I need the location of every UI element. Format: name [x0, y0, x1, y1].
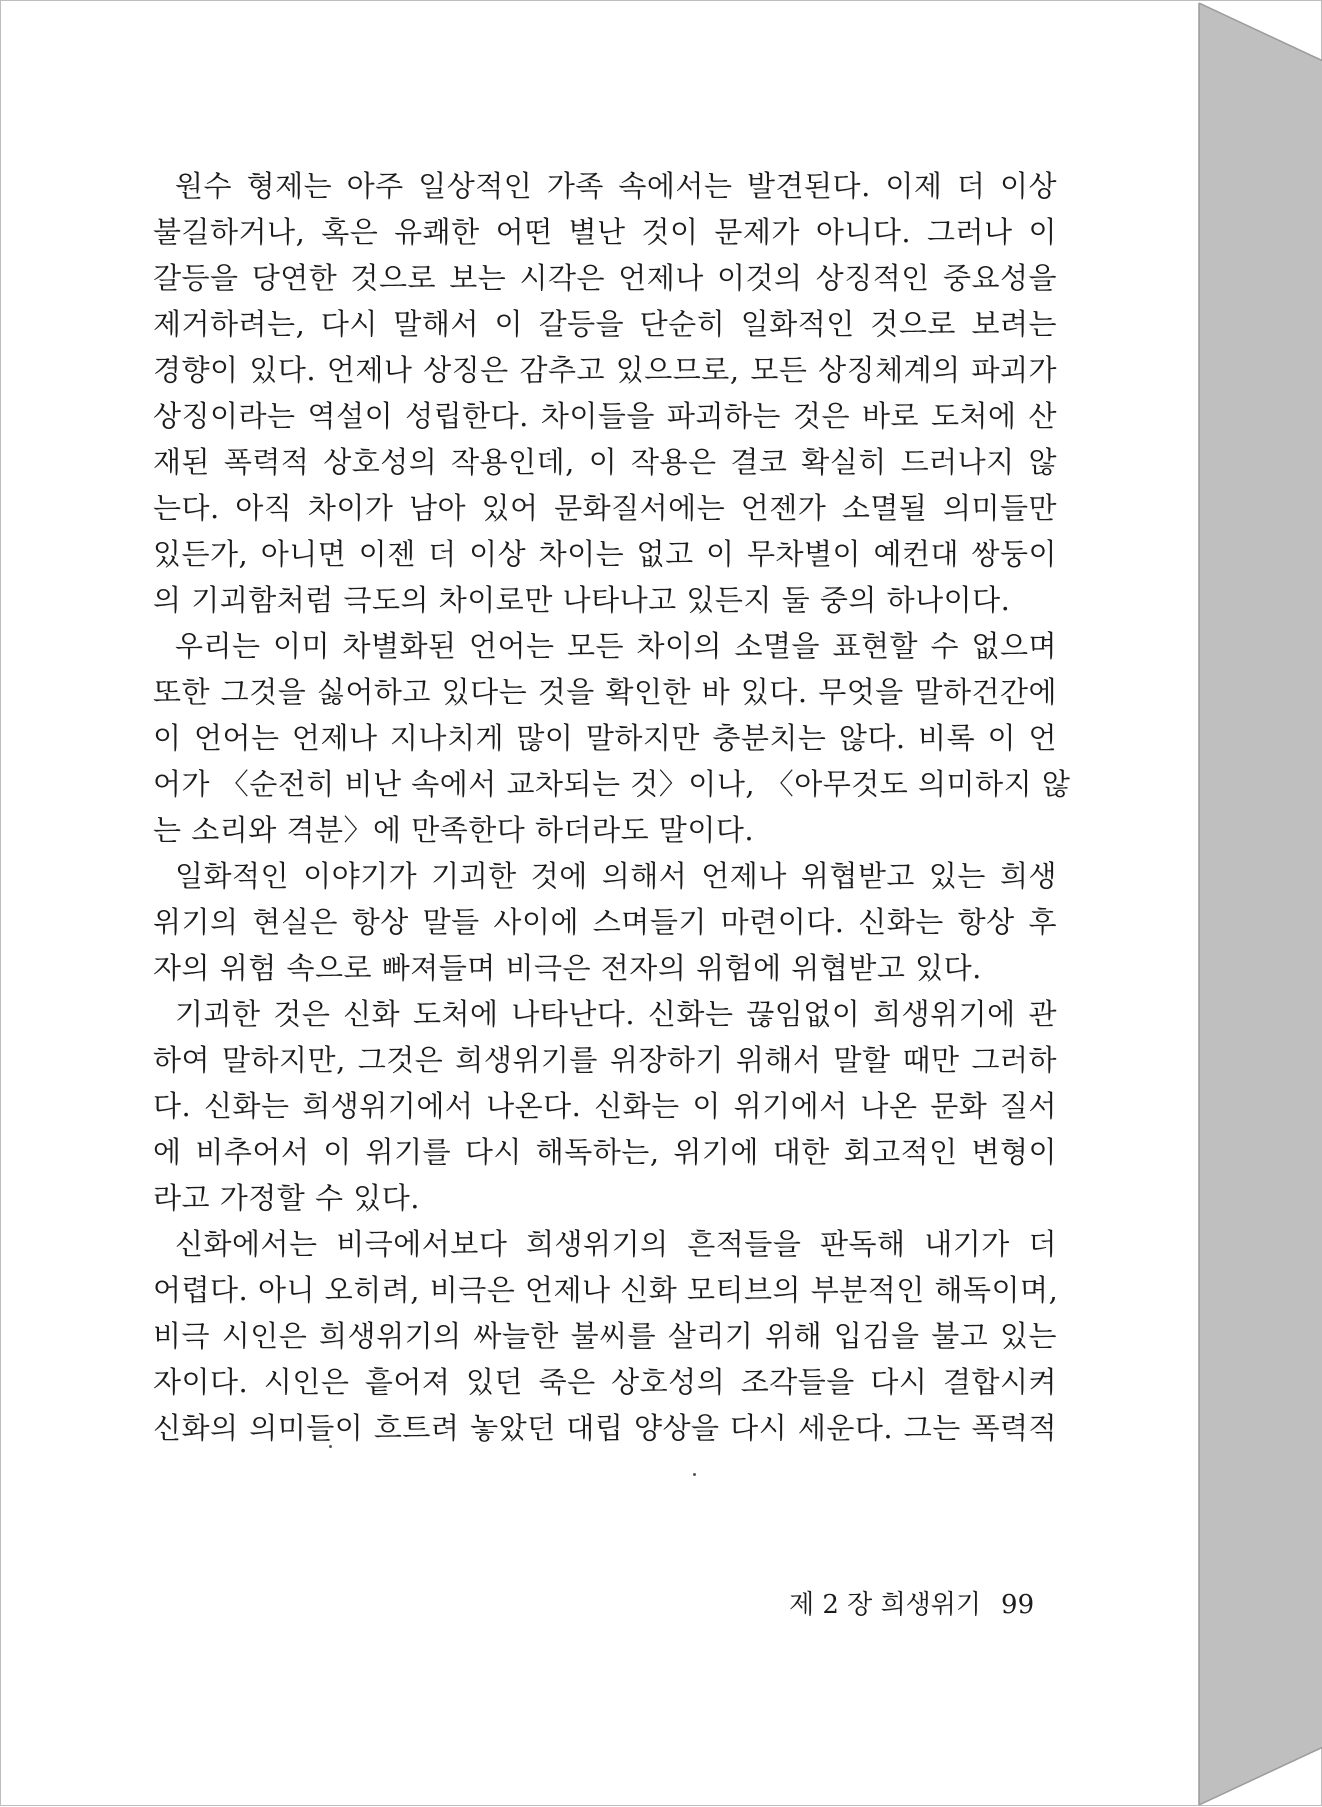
text-line: 또한 그것을 싫어하고 있다는 것을 확인한 바 있다. 무엇을 말하건간에: [153, 675, 1057, 709]
text-line: 에 비추어서 이 위기를 다시 해독하는, 위기에 대한 회고적인 변형이: [153, 1135, 1057, 1169]
running-footer: [789, 1587, 1034, 1623]
text-line: 불길하거나, 혹은 유쾌한 어떤 별난 것이 문제가 아니다. 그러나 이: [153, 215, 1057, 249]
text-line: 우리는 이미 차별화된 언어는 모든 차이의 소멸을 표현할 수 없으며: [175, 629, 1057, 663]
scan-speck: [693, 1473, 696, 1476]
text-line: 재된 폭력적 상호성의 작용인데, 이 작용은 결코 확실히 드러나지 않: [153, 445, 1057, 479]
scan-speck: [329, 1445, 332, 1448]
text-line: 는다. 아직 차이가 남아 있어 문화질서에는 언젠가 소멸될 의미들만: [153, 491, 1057, 525]
text-line: 라고 가정할 수 있다.: [153, 1181, 420, 1215]
book-top-edge: [1199, 3, 1322, 61]
text-line: 는 소리와 격분〉에 만족한다 하더라도 말이다.: [153, 813, 755, 847]
text-line: 어렵다. 아니 오히려, 비극은 언제나 신화 모티브의 부분적인 해독이며,: [153, 1273, 1059, 1307]
text-line: 자이다. 시인은 흩어져 있던 죽은 상호성의 조각들을 다시 결합시켜: [153, 1365, 1057, 1399]
text-line: 일화적인 이야기가 기괴한 것에 의해서 언제나 위협받고 있는 희생: [175, 859, 1057, 893]
text-line: 원수 형제는 아주 일상적인 가족 속에서는 발견된다. 이제 더 이상: [175, 169, 1057, 203]
text-line: 비극 시인은 희생위기의 싸늘한 불씨를 살리기 위해 입김을 불고 있는: [153, 1319, 1057, 1353]
body-text: [153, 163, 1071, 1451]
text-line: 하여 말하지만, 그것은 희생위기를 위장하기 위해서 말할 때만 그러하: [153, 1043, 1057, 1077]
page-number: 99: [1001, 1590, 1035, 1620]
text-line: 기괴한 것은 신화 도처에 나타난다. 신화는 끊임없이 희생위기에 관: [175, 997, 1057, 1031]
text-line: 제거하려는, 다시 말해서 이 갈등을 단순히 일화적인 것으로 보려는: [153, 307, 1057, 341]
text-line: 의 기괴함처럼 극도의 차이로만 나타나고 있든지 둘 중의 하나이다.: [153, 583, 1011, 617]
text-line: 신화의 의미들이 흐트려 놓았던 대립 양상을 다시 세운다. 그는 폭력적: [153, 1411, 1057, 1445]
text-line: 상징이라는 역설이 성립한다. 차이들을 파괴하는 것은 바로 도처에 산: [153, 399, 1057, 433]
text-line: 신화에서는 비극에서보다 희생위기의 흔적들을 판독해 내기가 더: [175, 1227, 1057, 1261]
text-line: 어가 〈순전히 비난 속에서 교차되는 것〉이나, 〈아무것도 의미하지 않: [153, 767, 1071, 801]
text-line: 갈등을 당연한 것으로 보는 시각은 언제나 이것의 상징적인 중요성을: [153, 261, 1057, 295]
book-bottom-edge: [1199, 1747, 1322, 1805]
text-line: 자의 위험 속으로 빠져들며 비극은 전자의 위험에 위협받고 있다.: [153, 951, 982, 985]
text-line: 경향이 있다. 언제나 상징은 감추고 있으므로, 모든 상징체계의 파괴가: [153, 353, 1057, 387]
text-line: 다. 신화는 희생위기에서 나온다. 신화는 이 위기에서 나온 문화 질서: [153, 1089, 1057, 1123]
text-line: 위기의 현실은 항상 말들 사이에 스며들기 마련이다. 신화는 항상 후: [153, 905, 1057, 939]
book-page: [3, 3, 1199, 1803]
chapter-title: 제 2 장 희생위기: [789, 1590, 982, 1620]
text-line: 있든가, 아니면 이젠 더 이상 차이는 없고 이 무차별이 예컨대 쌍둥이: [153, 537, 1057, 571]
book-side-face: [1199, 3, 1322, 1805]
text-line: 이 언어는 언제나 지나치게 많이 말하지만 충분치는 않다. 비록 이 언: [153, 721, 1057, 755]
